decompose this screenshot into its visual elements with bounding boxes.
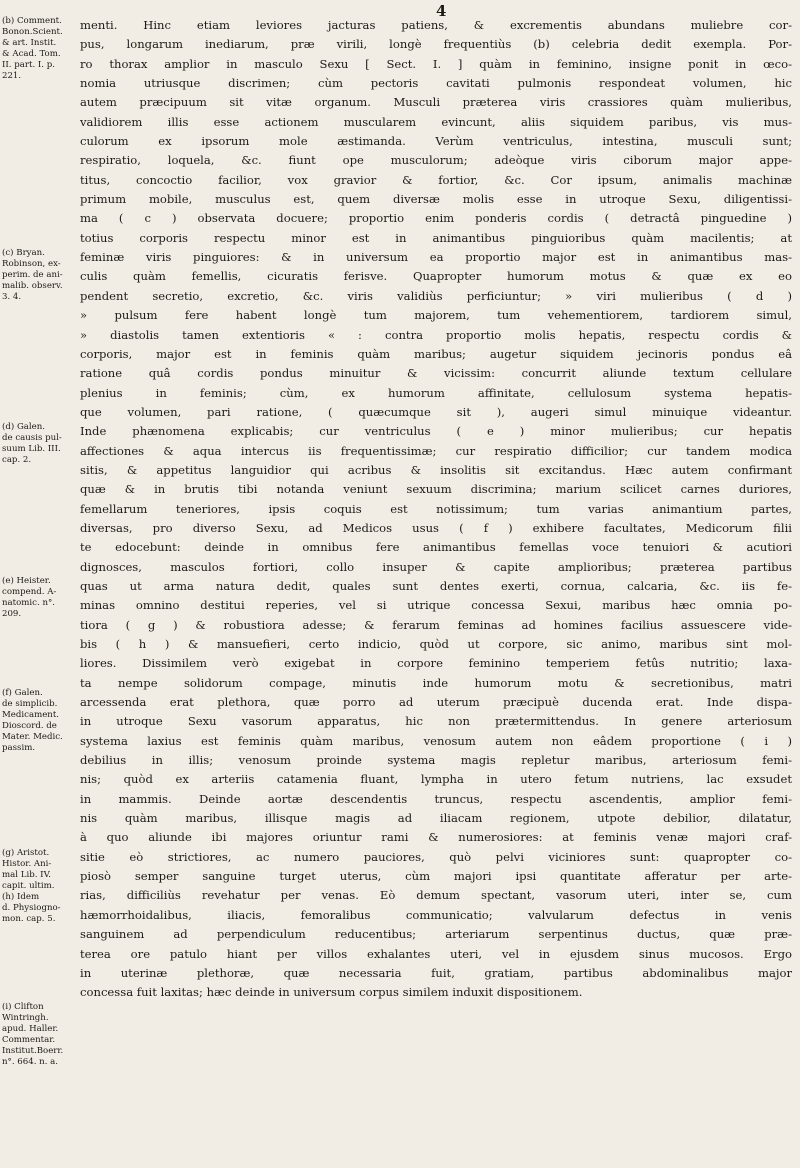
text-line: systema laxius est feminis quàm maribus, venosum autem non eâdem proportione ( i ): [80, 733, 792, 748]
text-line: bis ( h ) & mansuefieri, certo indicio, quòd ut corpore, sic animo, maribus sint mol-: [80, 637, 792, 651]
text-line: que volumen, pari ratione, ( quæcumque sit ), augeri simul minuique videantur.: [80, 404, 792, 419]
text-line: ma ( c ) observata docuere; proportio enim ponderis cordis ( detractâ pinguedine ): [80, 211, 792, 226]
text-line: nomia utriusque discrimen; cùm pectoris cavitati pulmonis respondeat volumen, hic: [80, 76, 792, 91]
text-line: sitis, & appetitus languidior qui acribus & insolitis sit excitandus. Hæc autem confirmant: [80, 462, 792, 477]
text-line: in uterinæ plethoræ, quæ necessaria fuit, gratiam, partibus abdominalibus major: [80, 965, 792, 980]
margin-note-f: (f) Galen. de simplicib. Medicament. Dioscord. de Mater. Medic. passim.: [2, 688, 63, 753]
text-line: menti. Hinc etiam leviores jacturas patiens, & excrementis abundans muliebre cor-: [80, 18, 792, 32]
text-line: pus, longarum inediarum, præ virili, longè frequentiùs (b) celebria dedit exempla. Por-: [80, 37, 792, 52]
margin-note-g: (g) Aristot. Histor. Ani- mal Lib. IV. capit. ultim. (h) Idem d. Physiogno- mon. cap. 5.: [2, 848, 61, 924]
margin-note-i: (i) Clifton Wintringh. apud. Haller. Commentar. Institut.Boerr. n°. 664. n. a.: [2, 1002, 64, 1067]
main-text: [80, 16, 792, 1003]
text-line: in utroque Sexu vasorum apparatus, hic non prætermittendus. In genere arteriosum: [80, 714, 792, 729]
text-line: corporis, major est in feminis quàm maribus; augetur siquidem jecinoris pondus eâ: [80, 346, 792, 361]
text-line: ratione quâ cordis pondus minuitur & vicissim: concurrit aliunde textum cellulare: [80, 366, 792, 381]
text-line: autem præcipuum sit vitæ organum. Musculi præterea viris crassiores quàm mulieribus,: [80, 95, 792, 110]
text-line: validiorem illis esse actionem muscularem evincunt, aliis siquidem paribus, vis mus-: [80, 114, 792, 129]
text-line: Inde phænomena explicabis; cur ventriculus ( e ) minor mulieribus; cur hepatis: [80, 424, 792, 439]
text-line: in mammis. Deinde aortæ descendentis truncus, respectu ascendentis, amplior femi-: [80, 791, 792, 806]
text-line: piosò semper sanguine turget uterus, cùm majori ipsi quantitate afferatur per arte-: [80, 869, 792, 884]
text-line: culis quàm femellis, cicuratis ferisve. Quapropter humorum motus & quæ ex eo: [80, 269, 792, 284]
text-line: quæ & in brutis tibi notanda veniunt sexuum discrimina; marium scilicet carnes duriores,: [80, 482, 792, 497]
text-line: feminæ viris pinguiores: & in universum ea proportio major est in animantibus mas-: [80, 250, 792, 265]
text-line: ro thorax amplior in masculo Sexu [ Sect. I. ] quàm in feminino, insigne ponit in œco-: [80, 56, 792, 71]
text-line: primum mobile, musculus est, quem diversæ molis esse in utroque Sexu, diligentissi-: [80, 192, 792, 207]
text-line: sitie eò strictiores, ac numero pauciores, quò pelvi viciniores sunt: quapropter co-: [80, 849, 792, 864]
text-line: te edocebunt: deinde in omnibus fere animantibus femellas voce tenuiori & acutiori: [80, 540, 792, 555]
text-line: culorum ex ipsorum mole æstimanda. Verùm ventriculus, intestina, musculi sunt;: [80, 134, 792, 149]
text-line: totius corporis respectu minor est in animantibus pinguioribus quàm macilentis; at: [80, 230, 792, 245]
text-line: plenius in feminis; cùm, ex humorum affinitate, cellulosum systema hepatis-: [80, 385, 792, 400]
page-number: 4: [436, 2, 447, 20]
text-line: respiratio, loquela, &c. fiunt ope musculorum; adeòque viris ciborum major appe-: [80, 153, 792, 168]
text-line: minas omnino destitui reperies, vel si utrique concessa Sexui, maribus hæc omnia po-: [80, 598, 792, 613]
text-line: » diastolis tamen extentioris « : contra proportio molis hepatis, respectu cordis &: [80, 327, 792, 342]
margin-note-c: (c) Bryan. Robinson, ex- perim. de ani- malib. observ. 3. 4.: [2, 248, 63, 302]
text-line: affectiones & aqua intercus iis frequentissimæ; cur respiratio difficilior; cur tandem modica: [80, 443, 792, 458]
text-line: tiora ( g ) & robustiora adesse; & ferarum feminas ad homines facilius assuescere vide-: [80, 617, 792, 632]
text-line: nis; quòd ex arteriis catamenia fluant, lympha in utero fetum nutriens, lac exsudet: [80, 772, 792, 787]
text-line: titus, concoctio facilior, vox gravior & fortior, &c. Cor ipsum, animalis machinæ: [80, 172, 792, 187]
text-line: » pulsum fere habent longè tum majorem, tum vehementiorem, tardiorem simul,: [80, 308, 792, 323]
text-line: liores. Dissimilem verò exigebat in corpore feminino temperiem fetûs nutritio; laxa-: [80, 656, 792, 671]
text-line: sanguinem ad perpendiculum reducentibus; arteriarum serpentinus ductus, quæ præ-: [80, 927, 792, 942]
margin-notes: [0, 16, 80, 1166]
text-line: pendent secretio, excretio, &c. viris validiùs perficiuntur; » viri mulieribus ( d ): [80, 288, 792, 303]
text-line: terea ore patulo hiant per villos exhalantes uteri, vel in ejusdem sinus mucosos. Ergo: [80, 946, 792, 961]
margin-note-b: (b) Comment. Bonon.Scient. & art. Instit. & Acad. Tom. II. part. I. p. 221.: [2, 16, 63, 81]
text-line: nis quàm maribus, illisque magis ad iliacam regionem, utpote debilior, dilatatur,: [80, 811, 792, 826]
margin-note-d: (d) Galen. de causis pul- suum Lib. III. cap. 2.: [2, 422, 62, 465]
margin-note-e: (e) Heister. compend. A- natomic. n°. 209.: [2, 576, 57, 619]
text-line: femellarum teneriores, ipsis coquis est notissimum; tum varias animantium partes,: [80, 501, 792, 516]
text-line: diversas, pro diverso Sexu, ad Medicos usus ( f ) exhibere facultates, Medicorum filii: [80, 520, 792, 535]
text-line: à quo aliunde ibi majores oriuntur rami & numerosiores: at feminis venæ majori craf-: [80, 830, 792, 845]
text-line: concessa fuit laxitas; hæc deinde in universum corpus similem induxit dispositionem.: [80, 985, 583, 1000]
text-line: debilius in illis; venosum proinde systema magis repletur maribus, arteriosum femi-: [80, 753, 792, 768]
text-line: quas ut arma natura dedit, quales sunt dentes exerti, cornua, calcaria, &c. iis fe-: [80, 578, 792, 593]
text-line: ta nempe solidorum compage, minutis inde humorum motu & secretionibus, matri: [80, 675, 792, 690]
text-line: arcessenda erat plethora, quæ porro ad uterum præcipuè ducenda erat. Inde dispa-: [80, 695, 792, 710]
text-line: dignosces, masculos fortiori, collo insuper & capite amplioribus; præterea partibus: [80, 559, 792, 574]
text-line: rias, difficiliùs revehatur per venas. Eò demum spectant, vasorum uteri, inter se, cum: [80, 888, 792, 903]
text-line: hæmorrhoidalibus, iliacis, femoralibus communicatio; valvularum defectus in venis: [80, 907, 792, 922]
